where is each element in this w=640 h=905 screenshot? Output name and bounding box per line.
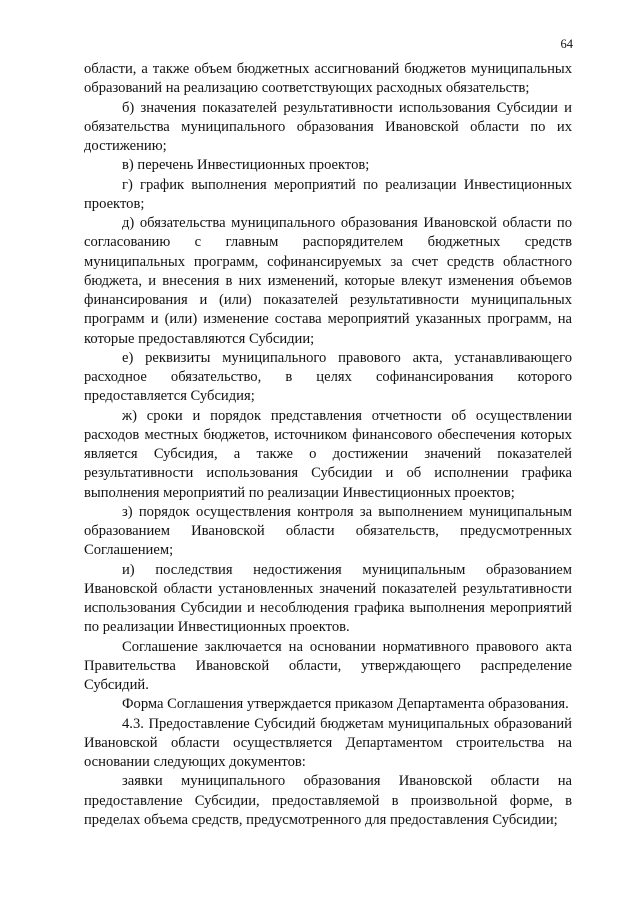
page-number: 64 (560, 37, 573, 51)
paragraph-item-b: б) значения показателей результативности использования Субсидии и обязательства муниципального образования Ивановской области по их достижению; (84, 99, 572, 154)
paragraph-continuation: области, а также объем бюджетных ассигнований бюджетов муниципальных образований на реализацию соответствующих расходных обязательств; (84, 61, 572, 97)
paragraph-item-i: и) последствия недостижения муниципальным образованием Ивановской области установленных значений показателей результативности использования Субсидии и несоблюдения графика выполнения мероприятий по реализации Инвестиционных проектов. (84, 561, 572, 636)
paragraph-item-d: д) обязательства муниципального образования Ивановской области по согласованию с главным распорядителем бюджетных средств муниципальных программ, софинансируемых за счет средств областного бюджета, и внесения в них изменений, которые влекут изменения объемов финансирования и (или) показателей результативности муниципальных программ и (или) изменение состава мероприятий указанных программ, на которые предоставляются Субсидии; (84, 215, 572, 347)
paragraph-agreement-form: Форма Соглашения утверждается приказом Департамента образования. (122, 696, 569, 713)
paragraph-agreement-basis: Соглашение заключается на основании нормативного правового акта Правительства Ивановской области, утверждающего распределение Субсидий. (84, 638, 572, 693)
paragraph-item-zh: ж) сроки и порядок представления отчетности об осуществлении расходов местных бюджетов, источником финансового обеспечения которых является Субсидия, а также о достижении значений показателей результативности использования Субсидии и об исполнении графика выполнения мероприятий по реализации Инвестиционных проектов; (84, 407, 572, 501)
paragraph-item-g: г) график выполнения мероприятий по реализации Инвестиционных проектов; (84, 176, 572, 212)
paragraph-item-v: в) перечень Инвестиционных проектов; (122, 157, 370, 174)
paragraph-section-4-3: 4.3. Предоставление Субсидий бюджетам муниципальных образований Ивановской области осуществляется Департаментом строительства на основании следующих документов: (84, 715, 572, 770)
paragraph-item-z: з) порядок осуществления контроля за выполнением муниципальным образованием Ивановской области обязательств, предусмотренных Соглашением; (84, 503, 572, 559)
document-text (84, 60, 572, 830)
paragraph-item-e: е) реквизиты муниципального правового акта, устанавливающего расходное обязательство, в целях софинансирования которого предоставляется Субсидия; (84, 349, 572, 405)
paragraph-application: заявки муниципального образования Ивановской области на предоставление Субсидии, предоставляемой в произвольной форме, в пределах объема средств, предусмотренного для предоставления Субсидии; (84, 773, 572, 828)
